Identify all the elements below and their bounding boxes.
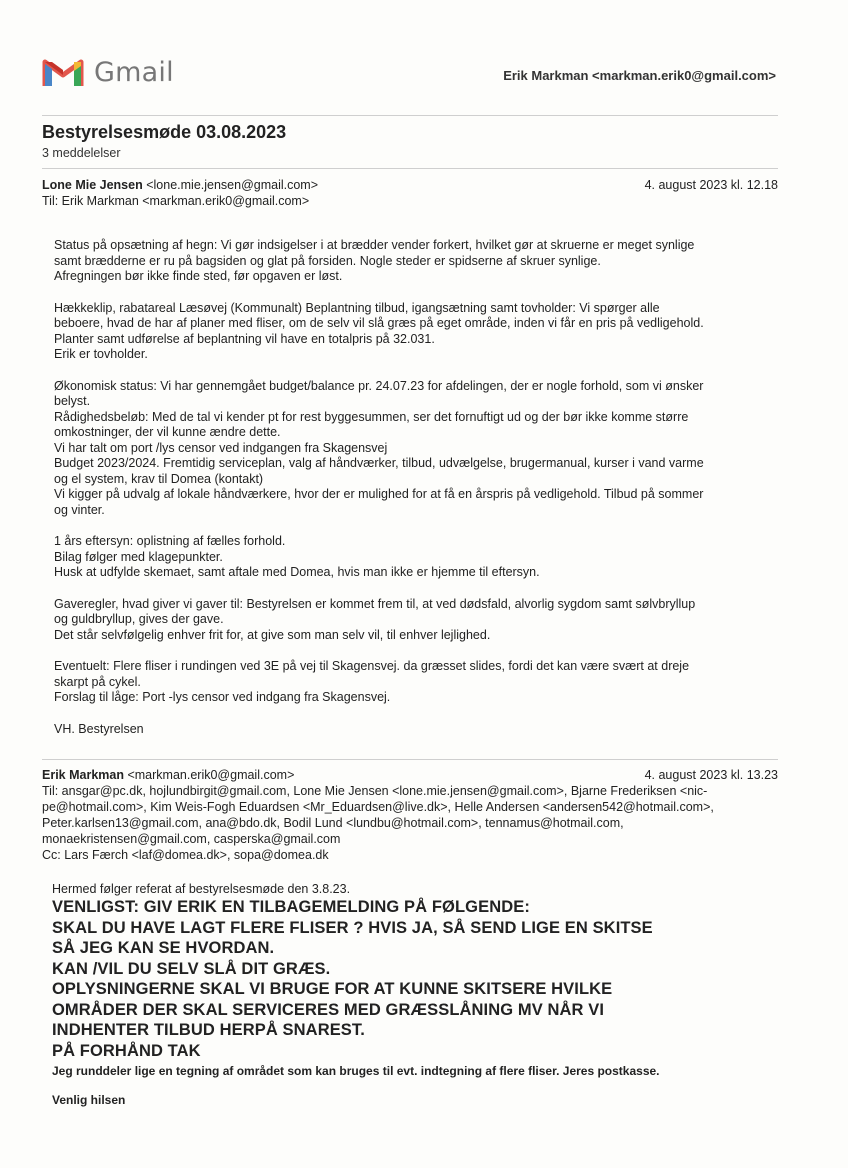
message-1-header: [42, 177, 778, 209]
gmail-logo: [42, 56, 174, 88]
sender-name: Erik Markman: [42, 768, 124, 782]
message-2-header: [42, 767, 778, 863]
divider: [42, 115, 778, 116]
paragraph-inspection: 1 års eftersyn: oplistning af fælles forhold. Bilag følger med klagepunkter. Husk at udfylde skemaet, samt aftale med Domea, hvis man ikke er hjemme til eftersyn.: [54, 534, 540, 579]
message-1-body: [54, 238, 782, 753]
note-text: Jeg runddeler lige en tegning af området som kan bruges til evt. indtegning af flere fliser. Jeres postkasse.: [52, 1064, 660, 1078]
message-date: 4. august 2023 kl. 12.18: [644, 178, 778, 192]
paragraph-economy: Økonomisk status: Vi har gennemgået budget/balance pr. 24.07.23 for afdelingen, der er nogle forhold, som vi ønsker belyst. Rådighedsbeløb: Med de tal vi kender pt for rest byggesummen, ser det fornuftigt ud og der bør ikke komme større omkostninger, der vil kunne ændre dette. Vi har talt om port /lys censor ved indgangen fra Skagensvej Budget 2023/2024. Fremtidig serviceplan, valg af håndværker, tilbud, udvælgelse, brugermanual, kurser i vand varme og el system, krav til Domea (kontakt) Vi kigger på udvalg af lokale håndværkere, hvor der er mulighed for at få en årspris på vedligehold. Tilbud på sommer og vinter.: [54, 378, 704, 517]
intro-text: Hermed følger referat af bestyrelsesmøde den 3.8.23.: [52, 882, 351, 896]
message-date: 4. august 2023 kl. 13.23: [644, 768, 778, 782]
recipient-line: Til: Erik Markman <markman.erik0@gmail.com>: [42, 194, 310, 208]
divider: [42, 759, 778, 760]
gmail-logo-text: Gmail: [94, 56, 174, 88]
paragraph-fence: Status på opsætning af hegn: Vi gør indsigelser i at brædder vender forkert, hvilket gør at skruerne er meget synlige samt brædderne er ru på bagsiden og glat på forsiden. Nogle steder er spidserne af skruer synlige. Afregningen bør ikke finde sted, før opgaven er løst.: [54, 238, 695, 283]
thread-subject: Bestyrelsesmøde 03.08.2023: [42, 122, 287, 142]
paragraph-misc: Eventuelt: Flere fliser i rundingen ved 3E på vej til Skagensvej. da græsset slides, fordi det kan være svært at dreje skarpt på cykel. Forslag til låge: Port -lys censor ved indgang fra Skagensvej.: [54, 659, 690, 704]
recipient-list: Til: ansgar@pc.dk, hojlundbirgit@gmail.com, Lone Mie Jensen <lone.mie.jensen@gmail.com>, Bjarne Frederiksen <nic- pe@hotmail.com>, Kim Weis-Fogh Eduardsen <Mr_Eduardsen@live.dk>, Helle Andersen <andersen542@hotmail.com>, Peter.karlsen13@gmail.com, ana@bdo.dk, Bodil Lund <lundbu@hotmail.com>, tennamus@hotmail.com, monaekristensen@gmail.com, casperska@gmail.com Cc: Lars Færch <laf@domea.dk>, sopa@domea.dk: [42, 784, 714, 862]
paragraph-hedge: Hækkeklip, rabatareal Læsøvej (Kommunalt) Beplantning tilbud, igangsætning samt tovholder: Vi spørger alle beboere, hvad de har af planer med fliser, om de selv vil slå græs på eget område, inden vi får en pris på vedligehold. Planter samt udførelse af beplantning vil have en totalpris på 32.031. Erik er tovholder.: [54, 300, 704, 361]
sender-name: Lone Mie Jensen: [42, 178, 143, 192]
sender-email: <lone.mie.jensen@gmail.com>: [146, 178, 319, 192]
divider: [42, 168, 778, 169]
paragraph-gift-rules: Gaveregler, hvad giver vi gaver til: Bestyrelsen er kommet frem til, at ved dødsfald, alvorlig sygdom samt sølvbryllup og guldbryllup, gives der gave. Det står selvfølgelig enhver frit for, at give som man selv vil, til enhver lejlighed.: [54, 596, 696, 642]
message-2-body: [52, 882, 788, 1107]
account-email: Erik Markman <markman.erik0@gmail.com>: [503, 68, 776, 83]
regards-text: Venlig hilsen: [52, 1093, 126, 1107]
signature: VH. Bestyrelsen: [54, 721, 144, 736]
sender-email: <markman.erik0@gmail.com>: [127, 768, 295, 782]
gmail-m-icon: [42, 56, 84, 88]
message-count: 3 meddelelser: [42, 146, 121, 160]
request-text: VENLIGST: GIV ERIK EN TILBAGEMELDING PÅ FØLGENDE: SKAL DU HAVE LAGT FLERE FLISER ? HVIS JA, SÅ SEND LIGE EN SKITSE SÅ JEG KAN SE HVORDAN. KAN /VIL DU SELV SLÅ DIT GRÆS. OPLYSNINGERNE SKAL VI BRUGE FOR AT KUNNE SKITSERE HVILKE OMRÅDER DER SKAL SERVICERES MED GRÆSSLÅNING MV NÅR VI INDHENTER TILBUD HERPÅ SNAREST. PÅ FORHÅND TAK: [52, 898, 653, 1060]
